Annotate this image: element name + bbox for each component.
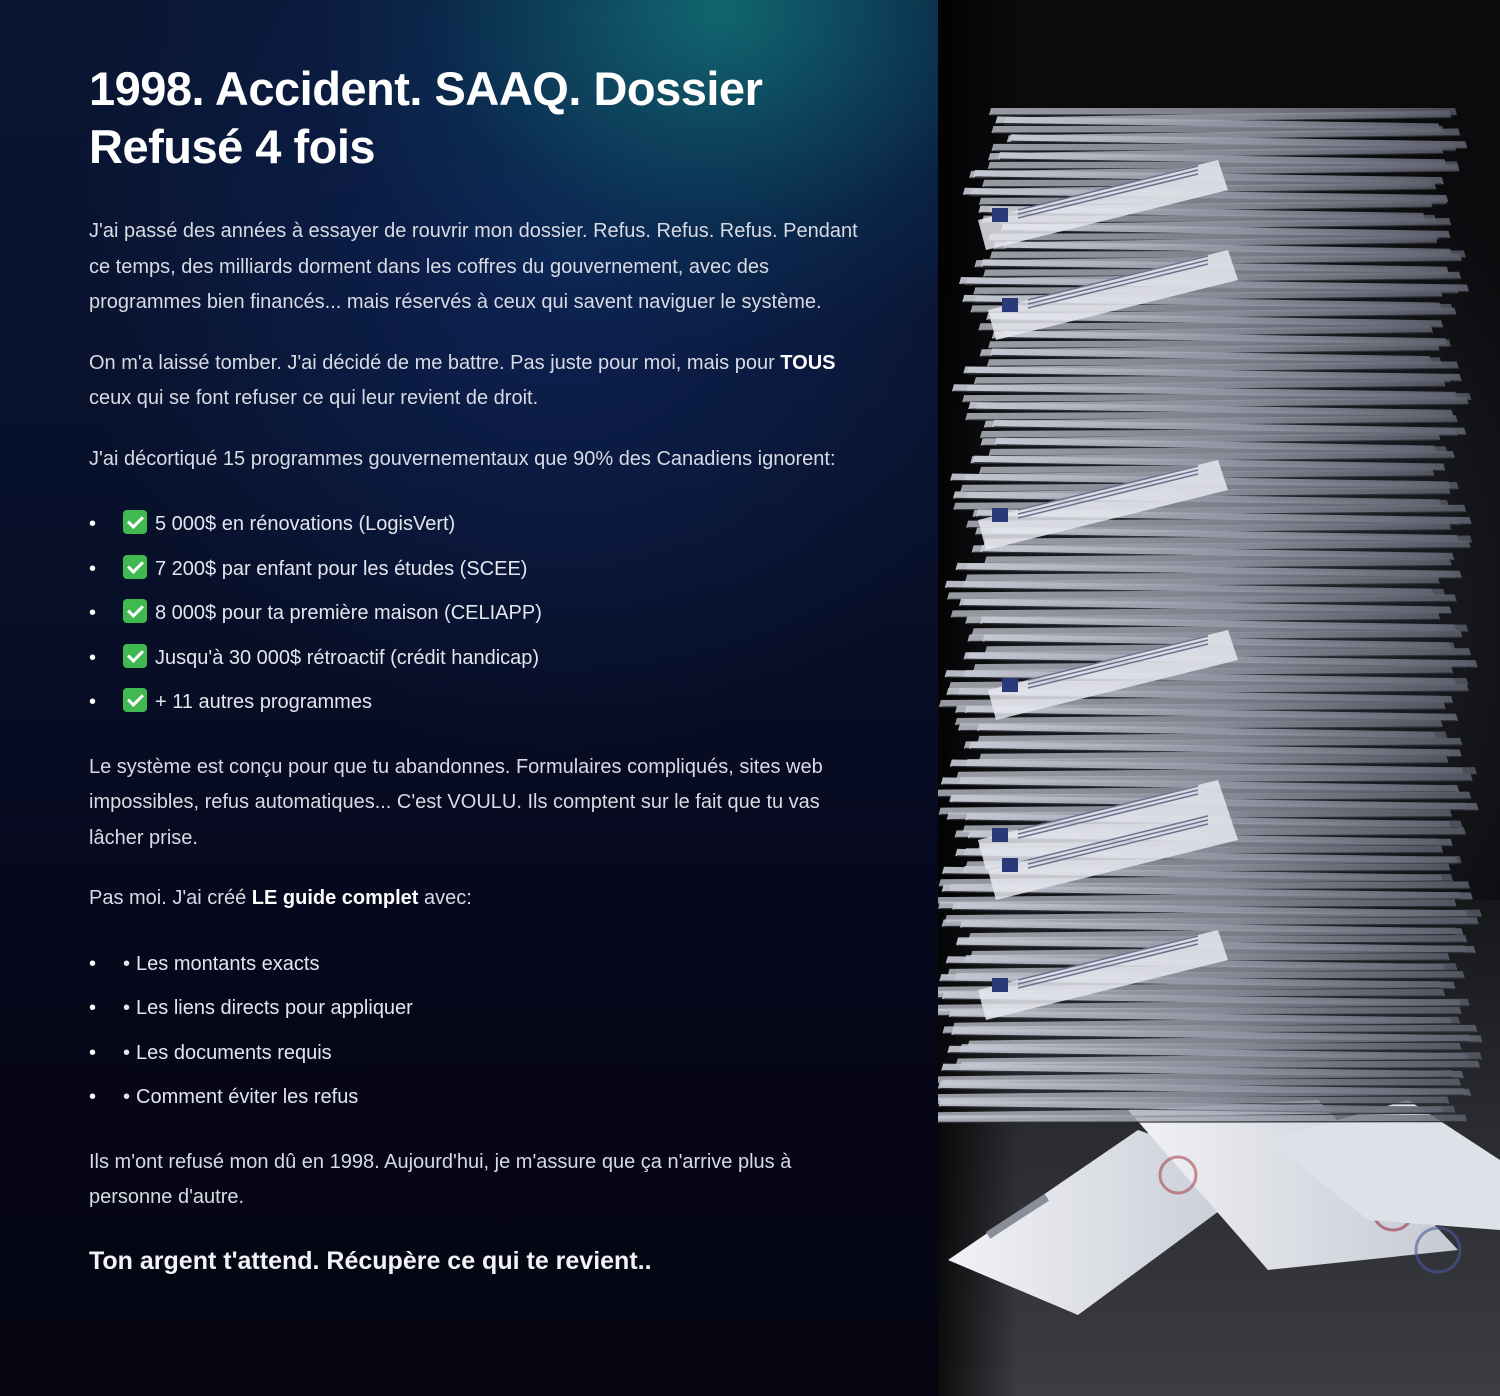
check-mark-icon — [123, 510, 147, 534]
form-logo — [1002, 678, 1018, 692]
program-item — [89, 547, 869, 592]
bullet-dot-icon: • — [123, 952, 131, 975]
guide-emphasis: LE guide complet — [251, 887, 419, 909]
fight-text-start: On m'a laissé tomber. J'ai décidé de me battre. Pas juste pour moi, mais pour — [89, 351, 781, 374]
fight-emphasis: TOUS — [780, 351, 836, 374]
resolution-paragraph: Ils m'ont refusé mon dû en 1998. Aujourd'hui, je m'assure que ça n'arrive plus à personne d'autre. — [89, 1150, 792, 1208]
form-logo — [1002, 858, 1018, 872]
feature-label: Les liens directs pour appliquer — [136, 997, 413, 1019]
paper-stack-illustration — [938, 0, 1500, 1396]
program-item — [89, 591, 869, 636]
bullet-dot-icon: • — [123, 1041, 131, 1064]
system-paragraph: Le système est conçu pour que tu abandonnes. Formulaires compliqués, sites web impossibles, refus automatiques... C'est VOULU. Ils comptent sur le fait que tu vas lâcher prise. — [89, 755, 823, 849]
guide-text-start: Pas moi. J'ai créé — [89, 887, 252, 909]
check-mark-icon — [123, 644, 147, 668]
intro-paragraph: J'ai passé des années à essayer de rouvrir mon dossier. Refus. Refus. Refus. Pendant ce temps, des milliards dorment dans les coffres du gouvernement, avec des programmes bien financés... mais réservés à ceux qui savent naviguer le système. — [89, 220, 858, 313]
check-mark-icon — [123, 599, 147, 623]
sheet-edge — [938, 1122, 1465, 1123]
program-label: + 11 autres programmes — [155, 691, 372, 713]
bullet-dot-icon: • — [123, 1086, 131, 1108]
programs-intro: J'ai décortiqué 15 programmes gouvernementaux que 90% des Canadiens ignorent: — [89, 447, 836, 470]
page-title: 1998. Accident. SAAQ. Dossier Refusé 4 fois — [89, 62, 763, 173]
program-item — [89, 680, 869, 725]
feature-label: Les montants exacts — [136, 952, 320, 975]
feature-label: Comment éviter les refus — [136, 1086, 359, 1108]
program-label: 7 200$ par enfant pour les études (SCEE) — [155, 557, 528, 580]
form-logo — [1002, 298, 1018, 312]
programs-list — [89, 502, 869, 725]
closing-statement: Ton argent t'attend. Récupère ce qui te revient.. — [89, 1246, 652, 1275]
feature-item — [89, 942, 869, 987]
program-label: Jusqu'à 30 000$ rétroactif (crédit handicap) — [155, 646, 540, 669]
paper-stack-image — [938, 0, 1500, 1396]
form-logo — [992, 208, 1008, 222]
feature-label: Les documents requis — [136, 1041, 332, 1064]
fight-paragraph — [89, 346, 869, 417]
feature-item — [89, 1031, 869, 1076]
story-content — [89, 60, 869, 1278]
form-logo — [992, 508, 1008, 522]
check-mark-icon — [123, 555, 147, 579]
feature-item — [89, 1075, 869, 1120]
guide-paragraph — [89, 881, 869, 917]
bullet-dot-icon: • — [123, 997, 131, 1019]
form-logo — [992, 828, 1008, 842]
program-label: 8 000$ pour ta première maison (CELIAPP) — [155, 602, 542, 624]
fight-text-end: ceux qui se font refuser ce qui leur revient de droit. — [89, 387, 539, 409]
feature-item — [89, 986, 869, 1031]
form-logo — [992, 978, 1008, 992]
guide-text-end: avec: — [418, 887, 472, 909]
program-item — [89, 502, 869, 547]
loose-documents — [948, 1100, 1500, 1315]
check-mark-icon — [123, 688, 147, 712]
program-label: 5 000$ en rénovations (LogisVert) — [155, 513, 456, 535]
program-item — [89, 636, 869, 681]
guide-features-list — [89, 942, 869, 1120]
